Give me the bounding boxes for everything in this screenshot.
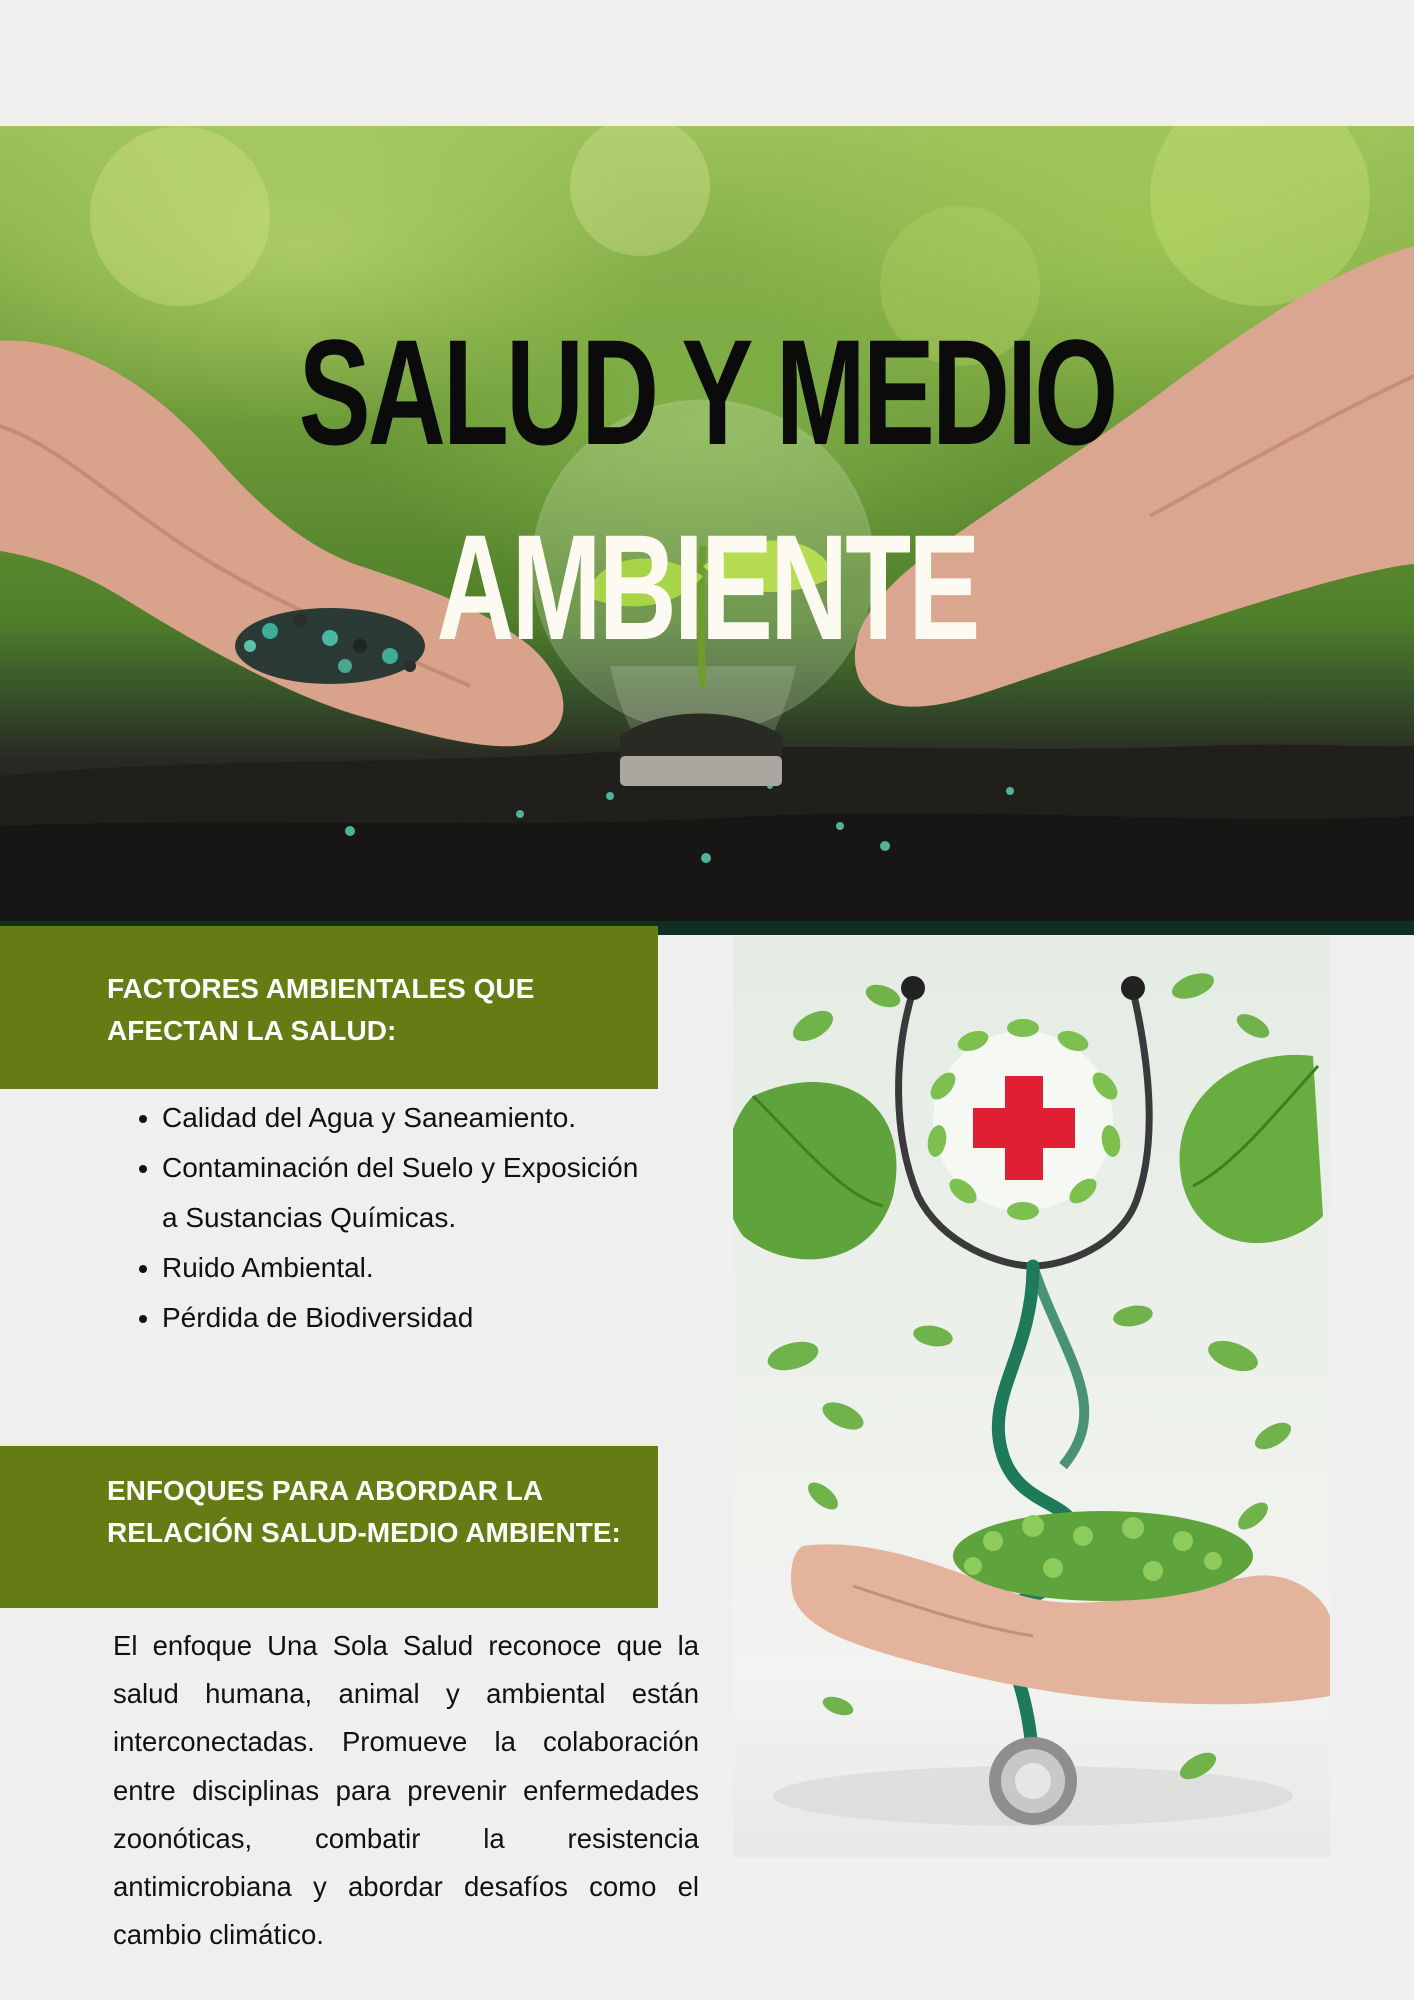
list-item: • Pérdida de Biodiversidad <box>162 1293 642 1343</box>
hero-photo <box>0 126 1414 921</box>
factores-heading: FACTORES AMBIENTALES QUE AFECTAN LA SALUD: <box>0 926 658 1089</box>
stethoscope-illustration <box>733 936 1330 1857</box>
page-title-line2: AMBIENTE <box>436 503 978 671</box>
page-title-line1: SALUD Y MEDIO <box>298 308 1116 476</box>
list-item: • Calidad del Agua y Saneamiento. <box>162 1093 642 1143</box>
factores-list <box>133 1093 642 1343</box>
list-item: • Contaminación del Suelo y Exposición a Sustancias Químicas. <box>162 1143 642 1243</box>
list-item: • Ruido Ambiental. <box>162 1243 642 1293</box>
enfoques-body: El enfoque Una Sola Salud reconoce que la salud humana, animal y ambiental están interconectadas. Promueve la colaboración entre disciplinas para prevenir enfermedades zoonóticas, combatir la resistencia antimicrobiana y abordar desafíos como el cambio climático. <box>113 1630 699 1951</box>
stethoscope-drawing <box>733 936 1330 1857</box>
enfoques-heading: ENFOQUES PARA ABORDAR LA RELACIÓN SALUD-MEDIO AMBIENTE: <box>0 1446 658 1608</box>
